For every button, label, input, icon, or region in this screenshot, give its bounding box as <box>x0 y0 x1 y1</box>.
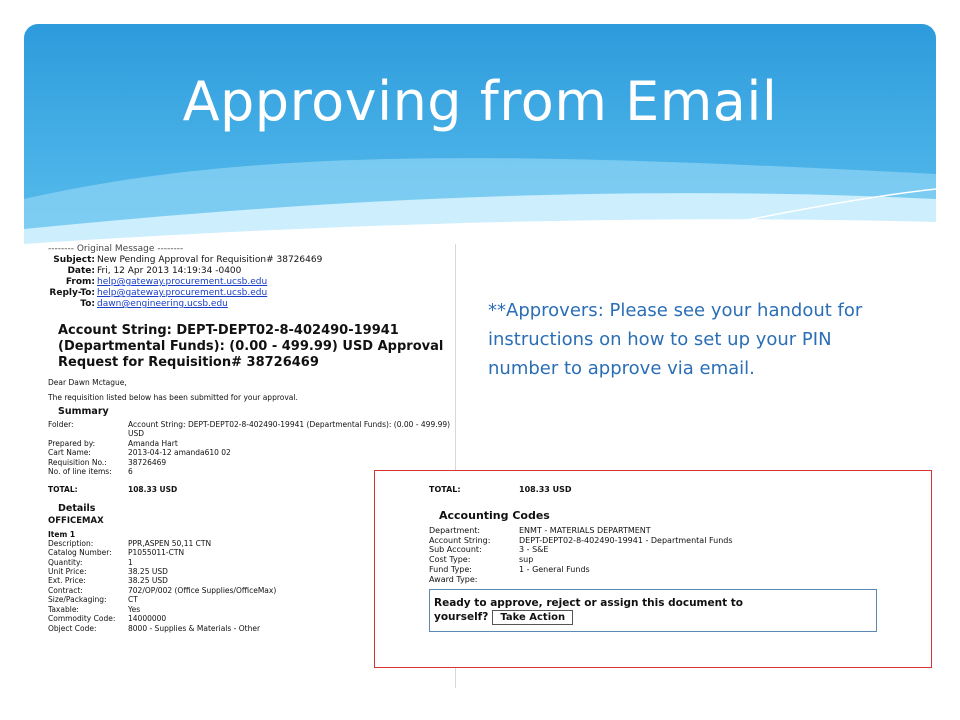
field-value: Amanda Hart <box>128 438 178 448</box>
field-value: 1 - General Funds <box>519 564 590 574</box>
take-action-button[interactable]: Take Action <box>492 610 573 625</box>
field-value: P1055011-CTN <box>128 548 185 558</box>
details-title: Details <box>58 502 96 514</box>
summary-row <box>48 420 456 439</box>
field-value: 38.25 USD <box>128 576 168 586</box>
email-header-key: To: <box>80 299 95 309</box>
email-header-row <box>48 255 456 266</box>
field-value: ENMT - MATERIALS DEPARTMENT <box>519 525 651 535</box>
email-headers <box>48 255 456 310</box>
field-value: 38.25 USD <box>128 567 168 577</box>
email-header-value: Fri, 12 Apr 2013 14:19:34 -0400 <box>97 266 242 276</box>
field-key: Commodity Code: <box>48 614 116 624</box>
from-link[interactable]: help@gateway.procurement.ucsb.edu <box>97 277 268 287</box>
email-header-row <box>48 299 456 310</box>
summary-row <box>48 448 456 457</box>
field-key: Unit Price: <box>48 567 87 577</box>
field-value: 14000000 <box>128 614 167 624</box>
total-value: 108.33 USD <box>128 485 178 495</box>
greeting: Dear Dawn Mctague, <box>48 378 127 387</box>
field-key: Sub Account: <box>429 545 482 555</box>
accounting-section <box>429 485 881 632</box>
total-label: TOTAL: <box>48 485 78 495</box>
email-header-key: Date: <box>67 266 95 276</box>
take-action-callout <box>374 470 932 668</box>
field-value: DEPT-DEPT02-8-402490-19941 - Departmental Funds <box>519 535 733 545</box>
field-key: Contract: <box>48 585 83 595</box>
summary-row <box>48 458 456 467</box>
field-value: Yes <box>128 604 141 614</box>
field-value: 6 <box>128 467 133 477</box>
approver-note: **Approvers: Please see your handout for instructions on how to set up your PIN number to approve via email. <box>488 300 863 379</box>
action-box <box>429 589 877 632</box>
field-key: Department: <box>429 525 481 535</box>
field-value: PPR,ASPEN 50,11 CTN <box>128 538 212 548</box>
field-value: 702/OP/002 (Office Supplies/OfficeMax) <box>128 585 277 595</box>
accounting-row <box>429 555 881 565</box>
banner-wave-decoration <box>24 24 936 254</box>
accounting-row <box>429 536 881 546</box>
action-prompt-line2 <box>434 610 870 625</box>
field-key: Taxable: <box>48 604 79 614</box>
accounting-row <box>429 575 881 585</box>
accounting-row <box>429 545 881 555</box>
email-header-row <box>48 277 456 288</box>
field-value: Account String: DEPT-DEPT02-8-402490-19941 (Departmental Funds): (0.00 - 499.99) USD <box>128 420 451 439</box>
field-key: Fund Type: <box>429 564 472 574</box>
summary-table <box>48 420 456 476</box>
to-link[interactable]: dawn@engineering.ucsb.edu <box>97 299 228 309</box>
field-value: 38726469 <box>128 457 167 467</box>
email-header-key: From: <box>65 277 95 287</box>
vendor-name: OFFICEMAX <box>48 515 104 526</box>
action-prompt: Ready to approve, reject or assign this document to <box>434 596 743 609</box>
field-key: Object Code: <box>48 623 97 633</box>
field-key: Prepared by: <box>48 438 96 448</box>
field-key: Cart Name: <box>48 448 91 458</box>
email-header-value: New Pending Approval for Requisition# 38726469 <box>97 255 323 265</box>
field-key: Account String: <box>429 535 491 545</box>
field-key: Quantity: <box>48 557 83 567</box>
intro-text: The requisition listed below has been submitted for your approval. <box>48 393 298 402</box>
popup-total-row <box>429 485 881 495</box>
account-string-heading: Account String: DEPT-DEPT02-8-402490-19941 (Departmental Funds): (0.00 - 499.99) USD Approval Request for Requisition# 38726469 <box>58 323 444 370</box>
original-message-line: -------- Original Message -------- <box>48 244 184 254</box>
field-value: sup <box>519 555 534 565</box>
action-prompt-tail: yourself? <box>434 610 489 623</box>
accounting-row <box>429 565 881 575</box>
accounting-title: Accounting Codes <box>439 508 550 522</box>
title-banner <box>24 24 936 254</box>
field-value: 2013-04-12 amanda610 02 <box>128 448 231 458</box>
field-key: Description: <box>48 538 94 548</box>
field-value: CT <box>128 595 138 605</box>
field-key: Size/Packaging: <box>48 595 107 605</box>
field-value: 8000 - Supplies & Materials - Other <box>128 623 261 633</box>
email-header-key: Subject: <box>53 255 95 265</box>
total-label: TOTAL: <box>429 485 461 494</box>
field-value: 1 <box>128 557 133 567</box>
accounting-row <box>429 526 881 536</box>
field-key: Cost Type: <box>429 555 471 565</box>
field-key: Catalog Number: <box>48 548 112 558</box>
field-value: 3 - S&E <box>519 545 549 555</box>
field-key: Award Type: <box>429 574 478 584</box>
field-key: Requisition No.: <box>48 457 107 467</box>
total-value: 108.33 USD <box>519 485 572 494</box>
field-key: No. of line items: <box>48 467 112 477</box>
slide-title: Approving from Email <box>182 70 778 133</box>
email-header-key: Reply-To: <box>49 288 95 298</box>
summary-title: Summary <box>58 406 109 417</box>
summary-row <box>48 439 456 448</box>
email-header-row <box>48 266 456 277</box>
item-label: Item 1 <box>48 529 76 539</box>
email-header-row <box>48 288 456 299</box>
field-key: Folder: <box>48 420 74 429</box>
field-key: Ext. Price: <box>48 576 86 586</box>
reply-to-link[interactable]: help@gateway.procurement.ucsb.edu <box>97 288 268 298</box>
